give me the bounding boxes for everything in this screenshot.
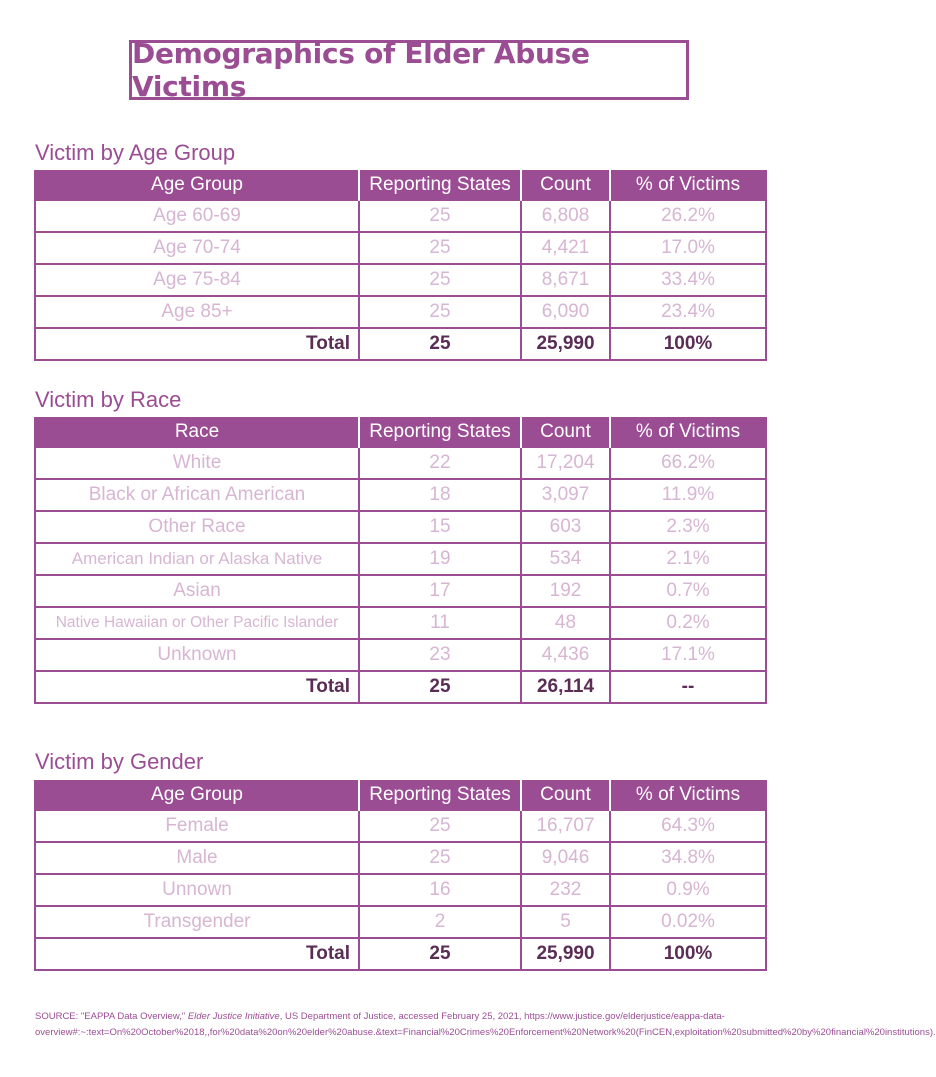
total-label: Total: [35, 671, 359, 703]
table-cell: 9,046: [521, 842, 610, 874]
column-header: % of Victims: [610, 170, 766, 200]
total-cell: 25,990: [521, 938, 610, 970]
total-label: Total: [35, 328, 359, 360]
column-header: Age Group: [35, 170, 359, 200]
table-cell: 2.3%: [610, 511, 766, 543]
table-cell: Other Race: [35, 511, 359, 543]
table-row: [35, 543, 766, 575]
source-publication: Elder Justice Initiative: [187, 1011, 280, 1022]
race-table: [34, 417, 767, 704]
table-cell: 15: [359, 511, 521, 543]
race-section-title: Victim by Race: [35, 387, 182, 412]
table-cell: 11: [359, 607, 521, 639]
table-cell: 17: [359, 575, 521, 607]
column-header: Count: [521, 780, 610, 810]
table-cell: 2: [359, 906, 521, 938]
table-cell: 17.1%: [610, 639, 766, 671]
column-header: % of Victims: [610, 417, 766, 447]
title-box: [129, 37, 689, 103]
table-cell: 25: [359, 810, 521, 842]
total-row: [35, 938, 766, 970]
table-cell: 33.4%: [610, 264, 766, 296]
age-table: [34, 170, 767, 361]
table-row: [35, 296, 766, 328]
table-row: [35, 200, 766, 232]
table-row: [35, 511, 766, 543]
table-row: [35, 639, 766, 671]
table-cell: 8,671: [521, 264, 610, 296]
table-row: [35, 232, 766, 264]
total-row: [35, 328, 766, 360]
table-cell: Age 85+: [35, 296, 359, 328]
table-header-row: [35, 170, 766, 200]
table-row: [35, 906, 766, 938]
table-row: [35, 842, 766, 874]
column-header: Age Group: [35, 780, 359, 810]
table-cell: 18: [359, 479, 521, 511]
total-cell: 25: [359, 938, 521, 970]
table-cell: Unnown: [35, 874, 359, 906]
table-cell: 19: [359, 543, 521, 575]
table-cell: 534: [521, 543, 610, 575]
gender-table: [34, 780, 767, 971]
table-header-row: [35, 417, 766, 447]
total-cell: 25: [359, 328, 521, 360]
table-cell: 25: [359, 296, 521, 328]
source-prefix: SOURCE: "EAPPA Data Overview,": [35, 1011, 188, 1022]
table-cell: 0.02%: [610, 906, 766, 938]
table-cell: 25: [359, 200, 521, 232]
table-row: [35, 607, 766, 639]
table-row: [35, 810, 766, 842]
table-cell: 66.2%: [610, 447, 766, 479]
column-header: Reporting States: [359, 780, 521, 810]
table-cell: 5: [521, 906, 610, 938]
source-rest: , US Department of Justice, accessed February 25, 2021, https://www.justice.gov/elderjustice/eappa-data-overview#:~:text=On%20October%2018,,for%20data%20on%20elder%20abuse.&text=Financial%20Crimes%20Enforcement%20Network%20(FinCEN,exploitation%20submitted%20by%20financial%20institutions).: [35, 1011, 936, 1038]
table-cell: 2.1%: [610, 543, 766, 575]
table-cell: 4,421: [521, 232, 610, 264]
table-cell: 603: [521, 511, 610, 543]
table-cell: 6,090: [521, 296, 610, 328]
table-cell: 3,097: [521, 479, 610, 511]
table-cell: 6,808: [521, 200, 610, 232]
page-title: Demographics of Elder Abuse Victims: [132, 37, 590, 103]
table-cell: 64.3%: [610, 810, 766, 842]
total-cell: 25,990: [521, 328, 610, 360]
table-row: [35, 479, 766, 511]
table-row: [35, 264, 766, 296]
table-cell: 0.2%: [610, 607, 766, 639]
source-citation: [35, 1009, 936, 1041]
total-label: Total: [35, 938, 359, 970]
table-cell: White: [35, 447, 359, 479]
table-header-row: [35, 780, 766, 810]
total-cell: --: [610, 671, 766, 703]
table-cell: Asian: [35, 575, 359, 607]
table-cell: American Indian or Alaska Native: [35, 543, 359, 575]
table-row: [35, 447, 766, 479]
table-cell: Age 70-74: [35, 232, 359, 264]
age-section-title: Victim by Age Group: [35, 140, 236, 165]
table-cell: 25: [359, 232, 521, 264]
table-cell: 4,436: [521, 639, 610, 671]
table-row: [35, 575, 766, 607]
table-cell: 0.9%: [610, 874, 766, 906]
total-row: [35, 671, 766, 703]
column-header: Race: [35, 417, 359, 447]
gender-section-title: Victim by Gender: [35, 749, 204, 774]
table-cell: Male: [35, 842, 359, 874]
table-cell: 26.2%: [610, 200, 766, 232]
column-header: Reporting States: [359, 417, 521, 447]
total-cell: 25: [359, 671, 521, 703]
table-cell: 16,707: [521, 810, 610, 842]
table-cell: 23.4%: [610, 296, 766, 328]
table-cell: Transgender: [35, 906, 359, 938]
column-header: % of Victims: [610, 780, 766, 810]
table-cell: 25: [359, 842, 521, 874]
column-header: Count: [521, 417, 610, 447]
column-header: Reporting States: [359, 170, 521, 200]
table-cell: 17.0%: [610, 232, 766, 264]
table-cell: 48: [521, 607, 610, 639]
table-cell: 0.7%: [610, 575, 766, 607]
table-cell: 192: [521, 575, 610, 607]
table-cell: Age 75-84: [35, 264, 359, 296]
table-cell: Black or African American: [35, 479, 359, 511]
table-cell: 23: [359, 639, 521, 671]
table-cell: 25: [359, 264, 521, 296]
table-cell: 22: [359, 447, 521, 479]
table-row: [35, 874, 766, 906]
table-cell: Age 60-69: [35, 200, 359, 232]
table-cell: 11.9%: [610, 479, 766, 511]
table-cell: 232: [521, 874, 610, 906]
total-cell: 100%: [610, 938, 766, 970]
table-cell: 17,204: [521, 447, 610, 479]
table-cell: 34.8%: [610, 842, 766, 874]
table-cell: Unknown: [35, 639, 359, 671]
table-cell: Native Hawaiian or Other Pacific Islander: [35, 607, 359, 639]
table-cell: 16: [359, 874, 521, 906]
table-cell: Female: [35, 810, 359, 842]
column-header: Count: [521, 170, 610, 200]
total-cell: 100%: [610, 328, 766, 360]
total-cell: 26,114: [521, 671, 610, 703]
